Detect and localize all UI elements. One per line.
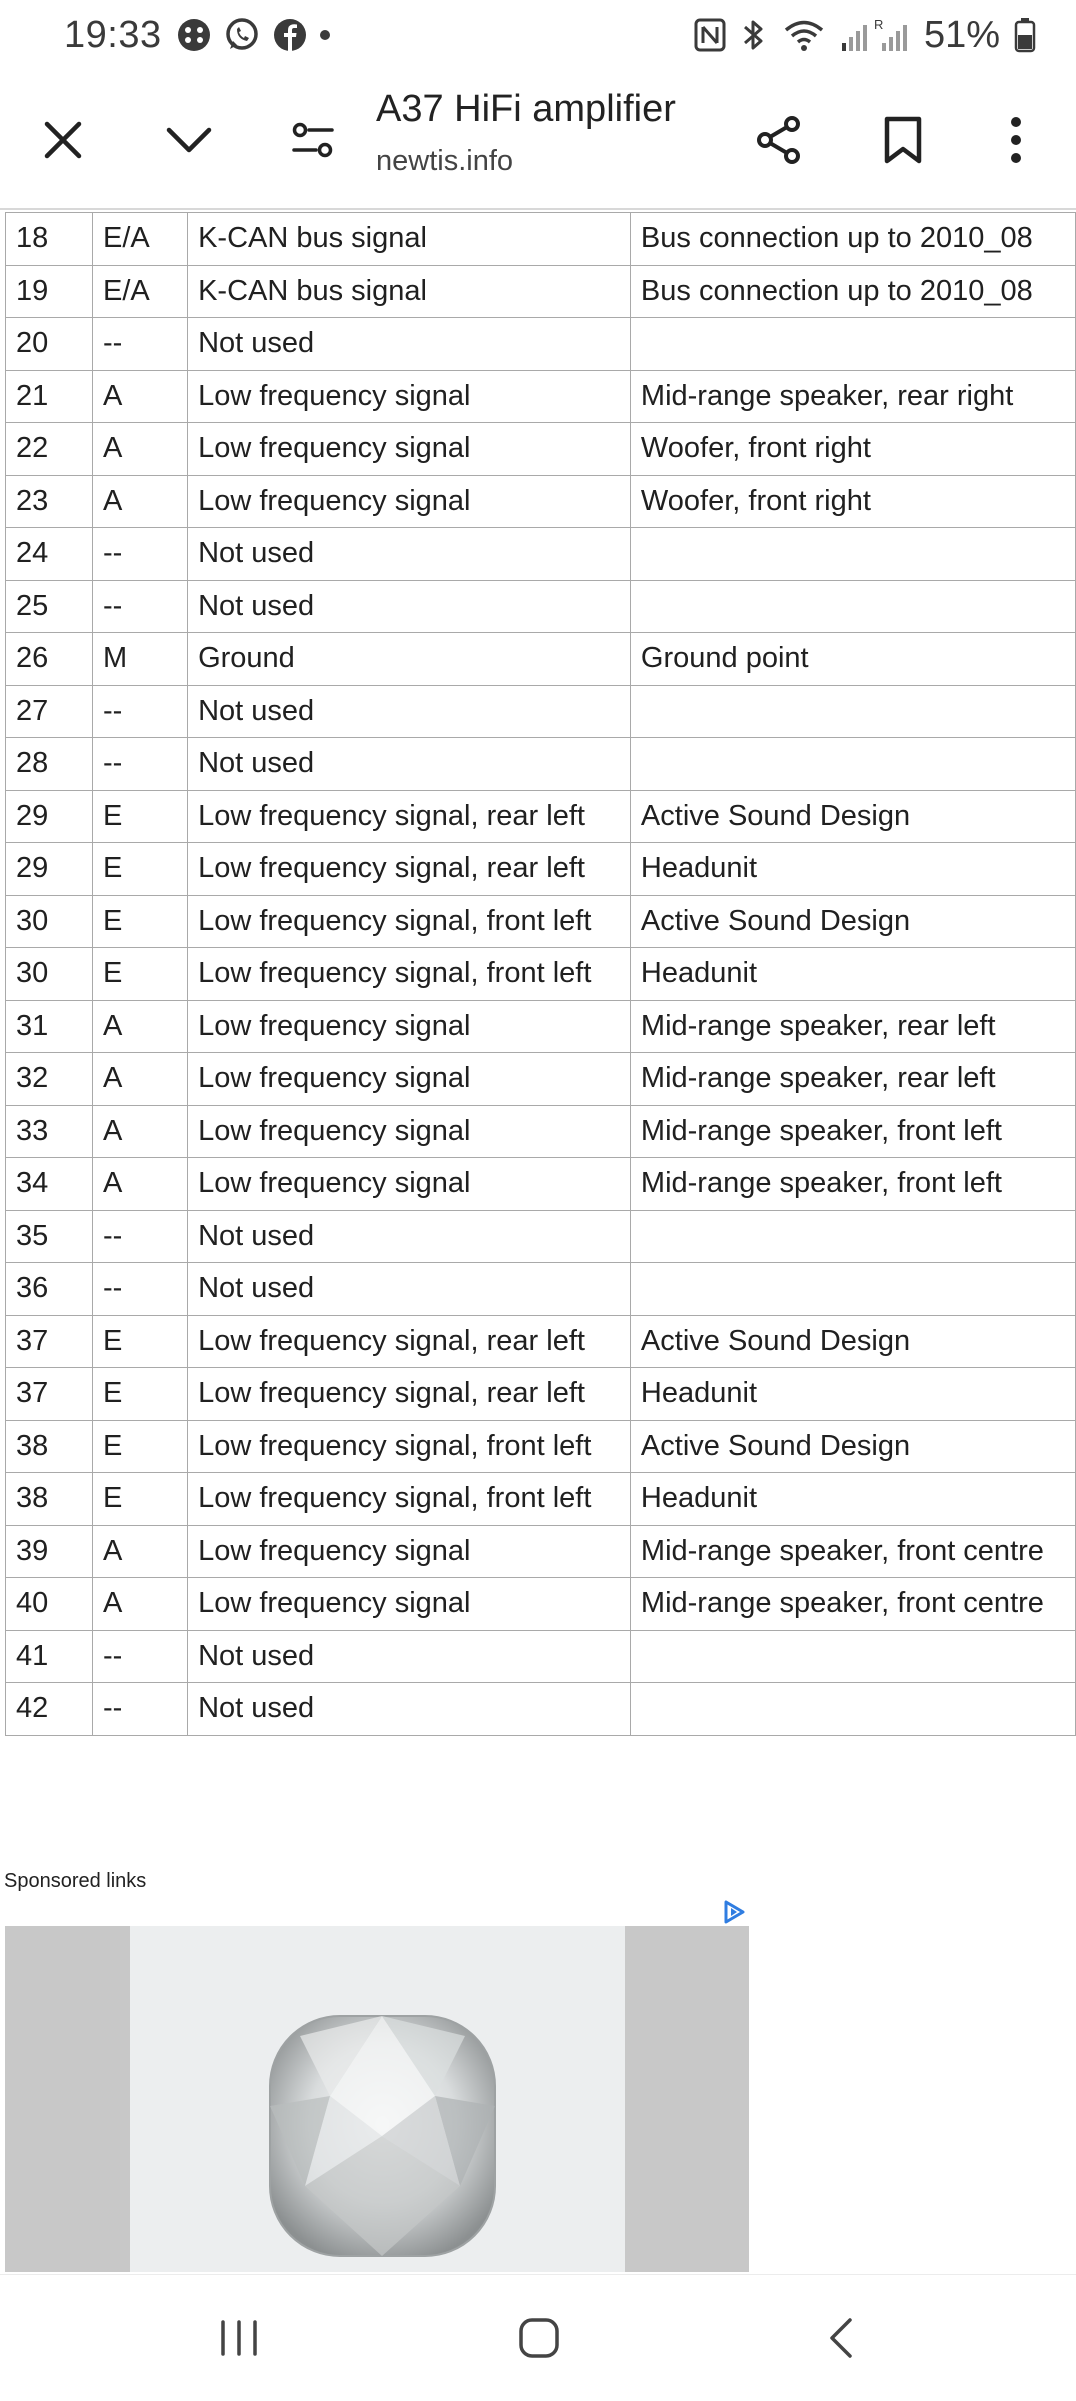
- table-row: [6, 213, 1076, 266]
- minimize-button[interactable]: [154, 105, 224, 175]
- table-row: [6, 1368, 1076, 1421]
- connection-cell: Ground point: [630, 633, 1075, 686]
- pin-number-cell: 41: [6, 1630, 93, 1683]
- pin-type-cell: A: [93, 1000, 188, 1053]
- signal-description-cell: Low frequency signal: [188, 423, 631, 476]
- signal-description-cell: Not used: [188, 580, 631, 633]
- connection-cell: Mid-range speaker, front left: [630, 1105, 1075, 1158]
- browser-toolbar: [0, 70, 1076, 210]
- pin-type-cell: E: [93, 1420, 188, 1473]
- table-row: [6, 1158, 1076, 1211]
- close-icon: [41, 118, 85, 162]
- pin-number-cell: 38: [6, 1420, 93, 1473]
- pin-number-cell: 34: [6, 1158, 93, 1211]
- battery-percent: 51%: [923, 13, 1000, 56]
- table-row: [6, 1105, 1076, 1158]
- nfc-icon: [694, 18, 726, 52]
- signal-description-cell: Ground: [188, 633, 631, 686]
- pin-type-cell: --: [93, 1630, 188, 1683]
- connection-cell: Active Sound Design: [630, 895, 1075, 948]
- svg-text:R: R: [873, 17, 884, 32]
- connection-cell: [630, 1630, 1075, 1683]
- pin-number-cell: 23: [6, 475, 93, 528]
- page-url: newtis.info: [376, 145, 514, 177]
- back-icon: [826, 2316, 856, 2360]
- signal-description-cell: Low frequency signal, front left: [188, 948, 631, 1001]
- sponsored-ad[interactable]: [5, 1926, 749, 2272]
- table-row: [6, 1315, 1076, 1368]
- connection-cell: Headunit: [630, 1473, 1075, 1526]
- table-row: [6, 423, 1076, 476]
- pin-type-cell: E: [93, 1315, 188, 1368]
- table-row: [6, 895, 1076, 948]
- status-left: [64, 14, 330, 57]
- connection-cell: Bus connection up to 2010_08: [630, 265, 1075, 318]
- connection-cell: Headunit: [630, 948, 1075, 1001]
- table-row: [6, 475, 1076, 528]
- share-button[interactable]: [744, 105, 814, 175]
- bookmark-icon: [883, 115, 923, 165]
- status-bar: [0, 0, 1076, 70]
- pin-number-cell: 22: [6, 423, 93, 476]
- table-row: [6, 1525, 1076, 1578]
- page-title-block[interactable]: [376, 88, 736, 178]
- pin-number-cell: 40: [6, 1578, 93, 1631]
- pin-number-cell: 39: [6, 1525, 93, 1578]
- pin-number-cell: 32: [6, 1053, 93, 1106]
- table-row: [6, 738, 1076, 791]
- signal-icon: [840, 17, 910, 53]
- table-row: [6, 1630, 1076, 1683]
- pin-type-cell: A: [93, 370, 188, 423]
- signal-description-cell: K-CAN bus signal: [188, 265, 631, 318]
- page-info-button[interactable]: [278, 105, 348, 175]
- signal-description-cell: Not used: [188, 1263, 631, 1316]
- table-row: [6, 948, 1076, 1001]
- signal-description-cell: Low frequency signal: [188, 1158, 631, 1211]
- table-row: [6, 685, 1076, 738]
- pin-number-cell: 27: [6, 685, 93, 738]
- recents-button[interactable]: [194, 2303, 284, 2373]
- pin-number-cell: 25: [6, 580, 93, 633]
- close-button[interactable]: [28, 105, 98, 175]
- connection-cell: Bus connection up to 2010_08: [630, 213, 1075, 266]
- table-row: [6, 1473, 1076, 1526]
- pin-type-cell: A: [93, 1525, 188, 1578]
- pin-number-cell: 30: [6, 895, 93, 948]
- connection-cell: Active Sound Design: [630, 790, 1075, 843]
- pin-number-cell: 29: [6, 790, 93, 843]
- signal-description-cell: Not used: [188, 1210, 631, 1263]
- pin-type-cell: E: [93, 1368, 188, 1421]
- connection-cell: [630, 1210, 1075, 1263]
- signal-description-cell: Not used: [188, 1630, 631, 1683]
- table-row: [6, 790, 1076, 843]
- table-row: [6, 265, 1076, 318]
- pin-number-cell: 20: [6, 318, 93, 371]
- signal-description-cell: Low frequency signal, rear left: [188, 843, 631, 896]
- connection-cell: Mid-range speaker, rear right: [630, 370, 1075, 423]
- table-row: [6, 1053, 1076, 1106]
- status-right: [694, 14, 1036, 57]
- connection-cell: Active Sound Design: [630, 1420, 1075, 1473]
- table-row: [6, 318, 1076, 371]
- table-row: [6, 1420, 1076, 1473]
- ad-image-panel: [130, 1926, 625, 2272]
- pin-type-cell: A: [93, 1105, 188, 1158]
- table-row: [6, 1683, 1076, 1736]
- pin-type-cell: E: [93, 1473, 188, 1526]
- pin-table-body: [6, 213, 1076, 1736]
- pin-type-cell: --: [93, 318, 188, 371]
- pin-type-cell: A: [93, 423, 188, 476]
- pin-type-cell: E/A: [93, 265, 188, 318]
- pin-type-cell: --: [93, 580, 188, 633]
- pin-number-cell: 35: [6, 1210, 93, 1263]
- sponsored-label: Sponsored links: [4, 1870, 147, 1892]
- notification-icons: [176, 17, 330, 53]
- pin-type-cell: M: [93, 633, 188, 686]
- pin-type-cell: --: [93, 528, 188, 581]
- signal-description-cell: Low frequency signal, front left: [188, 1473, 631, 1526]
- signal-description-cell: Low frequency signal: [188, 1053, 631, 1106]
- pin-type-cell: E: [93, 790, 188, 843]
- signal-description-cell: Low frequency signal: [188, 475, 631, 528]
- pin-number-cell: 42: [6, 1683, 93, 1736]
- more-notifications-dot: [320, 30, 330, 40]
- pin-number-cell: 24: [6, 528, 93, 581]
- pin-type-cell: A: [93, 1578, 188, 1631]
- pin-type-cell: E: [93, 843, 188, 896]
- pin-type-cell: A: [93, 475, 188, 528]
- connection-cell: [630, 1683, 1075, 1736]
- signal-description-cell: Low frequency signal, front left: [188, 1420, 631, 1473]
- signal-description-cell: Not used: [188, 685, 631, 738]
- connection-cell: [630, 318, 1075, 371]
- recents-icon: [217, 2318, 261, 2358]
- pin-type-cell: E/A: [93, 213, 188, 266]
- bluetooth-icon: [740, 17, 768, 53]
- pin-type-cell: --: [93, 1210, 188, 1263]
- connection-cell: Woofer, front right: [630, 423, 1075, 476]
- table-row: [6, 580, 1076, 633]
- connection-cell: Mid-range speaker, rear left: [630, 1000, 1075, 1053]
- table-row: [6, 370, 1076, 423]
- connection-cell: Mid-range speaker, front left: [630, 1158, 1075, 1211]
- signal-description-cell: Low frequency signal: [188, 1578, 631, 1631]
- pin-type-cell: E: [93, 895, 188, 948]
- pin-number-cell: 19: [6, 265, 93, 318]
- pin-number-cell: 21: [6, 370, 93, 423]
- connection-cell: Active Sound Design: [630, 1315, 1075, 1368]
- pin-number-cell: 33: [6, 1105, 93, 1158]
- share-icon: [754, 115, 804, 165]
- table-row: [6, 633, 1076, 686]
- pin-number-cell: 36: [6, 1263, 93, 1316]
- signal-description-cell: Low frequency signal: [188, 1525, 631, 1578]
- table-row: [6, 1000, 1076, 1053]
- connection-cell: Headunit: [630, 843, 1075, 896]
- bookmark-button[interactable]: [868, 105, 938, 175]
- cushion-diamond-image: [130, 1926, 625, 2272]
- connection-cell: Woofer, front right: [630, 475, 1075, 528]
- pin-type-cell: --: [93, 1263, 188, 1316]
- pin-number-cell: 38: [6, 1473, 93, 1526]
- signal-description-cell: Not used: [188, 528, 631, 581]
- chevron-down-icon: [164, 123, 214, 157]
- facebook-icon: [272, 17, 308, 53]
- adchoices-button[interactable]: [720, 1898, 748, 1926]
- whatsapp-icon: [224, 17, 260, 53]
- table-row: [6, 1263, 1076, 1316]
- pin-number-cell: 18: [6, 213, 93, 266]
- connection-cell: [630, 738, 1075, 791]
- more-options-button[interactable]: [981, 105, 1051, 175]
- wifi-icon: [782, 17, 826, 53]
- table-row: [6, 1578, 1076, 1631]
- connection-cell: [630, 528, 1075, 581]
- battery-icon: [1014, 17, 1036, 53]
- pin-type-cell: --: [93, 1683, 188, 1736]
- signal-description-cell: Not used: [188, 738, 631, 791]
- signal-description-cell: Not used: [188, 1683, 631, 1736]
- signal-description-cell: Low frequency signal, front left: [188, 895, 631, 948]
- pin-number-cell: 37: [6, 1315, 93, 1368]
- pin-number-cell: 37: [6, 1368, 93, 1421]
- pin-number-cell: 30: [6, 948, 93, 1001]
- home-button[interactable]: [494, 2303, 584, 2373]
- connection-cell: Mid-range speaker, rear left: [630, 1053, 1075, 1106]
- more-vert-icon: [1009, 115, 1023, 165]
- signal-description-cell: Low frequency signal, rear left: [188, 1368, 631, 1421]
- pin-type-cell: A: [93, 1053, 188, 1106]
- connection-cell: [630, 685, 1075, 738]
- pin-number-cell: 28: [6, 738, 93, 791]
- signal-description-cell: Not used: [188, 318, 631, 371]
- signal-description-cell: Low frequency signal: [188, 370, 631, 423]
- status-time: 19:33: [64, 13, 162, 56]
- home-icon: [517, 2316, 561, 2360]
- table-row: [6, 843, 1076, 896]
- page-title: A37 HiFi amplifier: [376, 88, 676, 130]
- pin-number-cell: 31: [6, 1000, 93, 1053]
- connection-cell: [630, 580, 1075, 633]
- signal-description-cell: Low frequency signal: [188, 1105, 631, 1158]
- pin-type-cell: --: [93, 738, 188, 791]
- signal-description-cell: K-CAN bus signal: [188, 213, 631, 266]
- pin-table: [5, 212, 1076, 1736]
- pin-type-cell: --: [93, 685, 188, 738]
- signal-description-cell: Low frequency signal: [188, 1000, 631, 1053]
- back-button[interactable]: [796, 2303, 886, 2373]
- pin-table-container: [5, 212, 1076, 1736]
- signal-description-cell: Low frequency signal, rear left: [188, 1315, 631, 1368]
- pin-number-cell: 26: [6, 633, 93, 686]
- pin-type-cell: A: [93, 1158, 188, 1211]
- assistant-icon: [176, 17, 212, 53]
- signal-description-cell: Low frequency signal, rear left: [188, 790, 631, 843]
- connection-cell: Mid-range speaker, front centre: [630, 1525, 1075, 1578]
- connection-cell: [630, 1263, 1075, 1316]
- table-row: [6, 528, 1076, 581]
- table-row: [6, 1210, 1076, 1263]
- connection-cell: Headunit: [630, 1368, 1075, 1421]
- pin-number-cell: 29: [6, 843, 93, 896]
- system-nav-bar: [0, 2274, 1076, 2401]
- tune-icon: [290, 120, 336, 160]
- adchoices-icon: [720, 1898, 748, 1926]
- connection-cell: Mid-range speaker, front centre: [630, 1578, 1075, 1631]
- pin-type-cell: E: [93, 948, 188, 1001]
